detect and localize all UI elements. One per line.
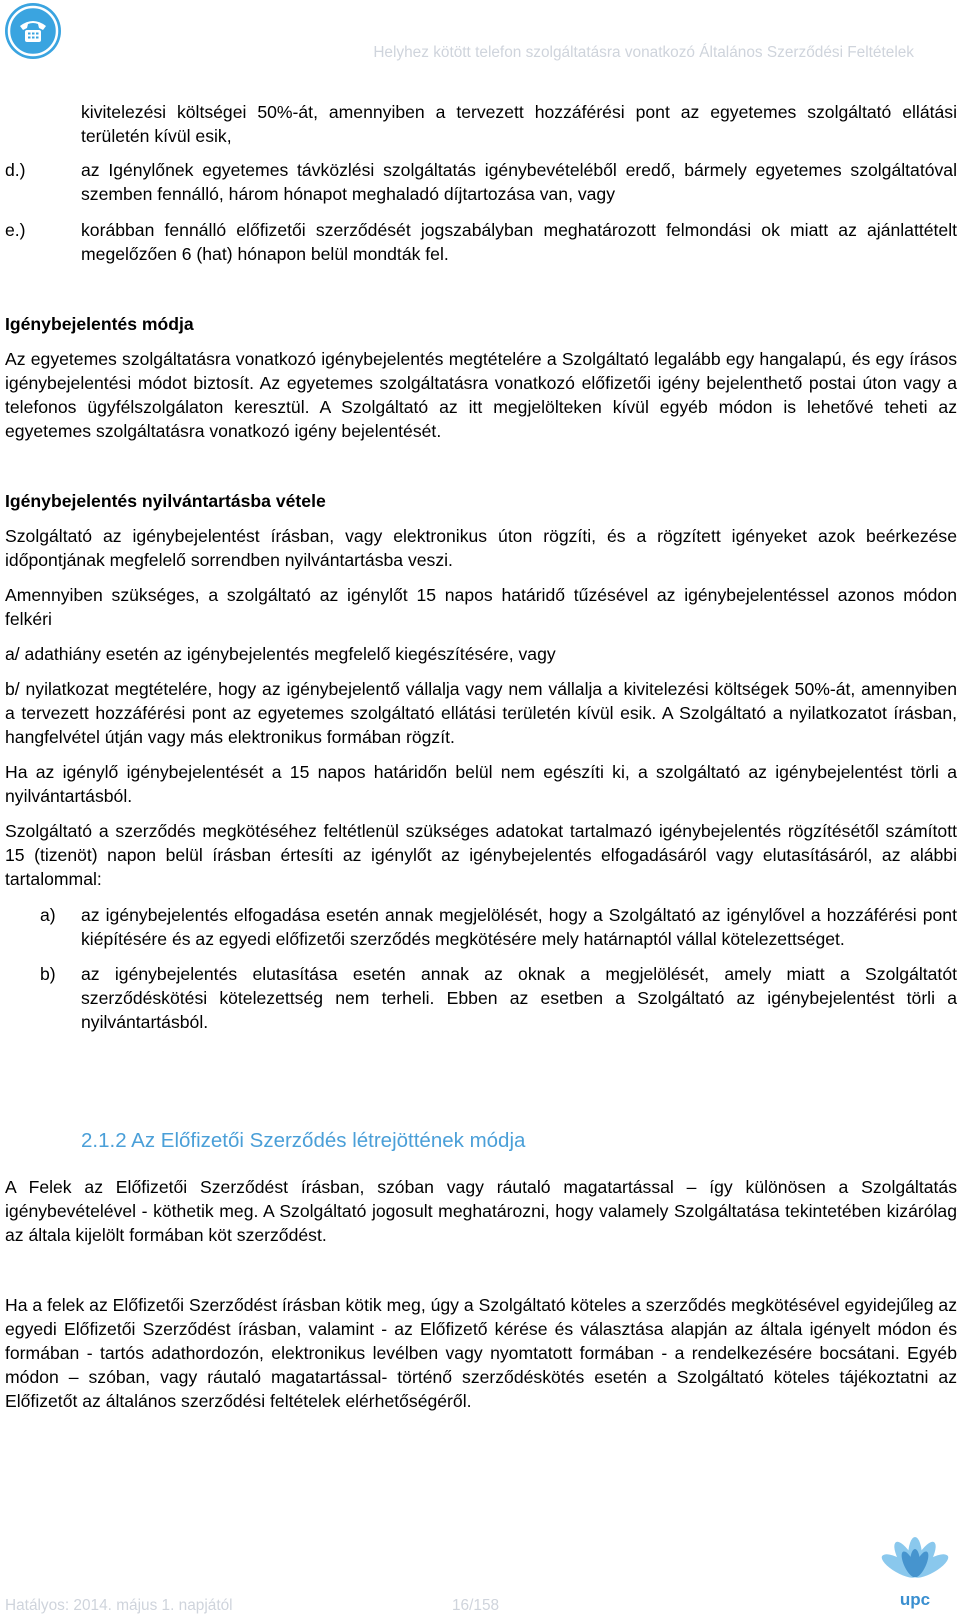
list-item-label: e.) (5, 220, 26, 240)
paragraph: a/ adathiány esetén az igénybejelentés megfelelő kiegészítésére, vagy (5, 644, 556, 664)
list-item (5, 962, 957, 1034)
list-item-label: d.) (5, 160, 26, 180)
list-item (5, 903, 957, 951)
list-item-text: kivitelezési költségei 50%-át, amennyiben a tervezett hozzáférési pont az egyetemes szolgáltató ellátási területén kívül esik, (81, 102, 957, 146)
paragraph: b/ nyilatkozat megtételére, hogy az igénybejelentő vállalja vagy nem vállalja a kivitelezési költségek 50%-át, amennyiben a tervezett hozzáférési pont az egyetemes szolgáltató ellátási területén kívül esik. A Szolgáltató a nyilatkozatot írásban, hangfelvétel útján vagy más elektronikus formában rögzít. (5, 679, 957, 747)
list-item-label: a) (40, 905, 56, 925)
telephone-icon (4, 2, 62, 60)
subsection-heading: 2.1.2 Az Előfizetői Szerződés létrejöttének módja (81, 1129, 526, 1152)
upc-logo-text: upc (899, 1590, 931, 1609)
list-item-text: az Igénylőnek egyetemes távközlési szolgáltatás igénybevételéből eredő, bármely egyetemes szolgáltatóval szemben fennálló, három hónapot meghaladó díjtartozása van, vagy (81, 160, 957, 204)
footer-effective-date: Hatályos: 2014. május 1. napjától (5, 1597, 233, 1614)
upc-logo-icon (880, 1535, 950, 1610)
section-heading: Igénybejelentés módja (5, 314, 194, 334)
paragraph: Ha a felek az Előfizetői Szerződést írásban kötik meg, úgy a Szolgáltató köteles a szerződés megkötésével egyidejűleg az egyedi Előfizetői Szerződést írásban, valamint - az Előfizető kérése és választása alapján az általa igényelt módon és formában - tartós adathordozón, elektronikus levélben vagy nyomtatott formában - a rendelkezésére bocsátani. Egyéb módon – szóban, vagy ráutaló magatartással- történő szerződéskötés esetén a Szolgáltató köteles tájékoztatni az Előfizetőt az általános szerződési feltételek elérhetőségéről. (5, 1295, 957, 1411)
paragraph: A Felek az Előfizetői Szerződést írásban, szóban vagy ráutaló magatartással – így különösen a Szolgáltatás igénybevételével - köthetik meg. A Szolgáltató jogosult meghatározni, hogy valamely Szolgáltatása tekintetében kizárólag az általa kijelölt formában köt szerződést. (5, 1177, 957, 1245)
document-body (5, 100, 957, 1413)
paragraph: Ha az igénylő igénybejelentését a 15 napos határidőn belül nem egészíti ki, a szolgáltató az igénybejelentést törli a nyilvántartásból. (5, 762, 957, 806)
header-title: Helyhez kötött telefon szolgáltatásra vonatkozó Általános Szerződési Feltételek (373, 44, 914, 61)
paragraph: Szolgáltató a szerződés megkötéséhez feltétlenül szükséges adatokat tartalmazó igénybejelentés rögzítésétől számított 15 (tizenöt) napon belül írásban értesíti az igénylőt az igénybejelentés elfogadásáról vagy elutasításáról, az alábbi tartalommal: (5, 821, 957, 889)
list-item-text: korábban fennálló előfizetői szerződését jogszabályban meghatározott felmondási ok miatt az ajánlattételt megelőzően 6 (hat) hónapon belül mondták fel. (81, 220, 957, 264)
page-number: 16/158 (452, 1597, 500, 1614)
list-item-text: az igénybejelentés elfogadása esetén annak megjelölését, hogy a Szolgáltató az igénylővel a hozzáférési pont kiépítésére és az egyedi előfizetői szerződés megkötésére mely határnaptól vállal kötelezettséget. (81, 905, 957, 949)
paragraph: Szolgáltató az igénybejelentést írásban, vagy elektronikus úton rögzíti, és a rögzített igényeket azok beérkezése időpontjának megfelelő sorrendben nyilvántartásba veszi. (5, 526, 957, 570)
list-item (5, 158, 957, 206)
paragraph: Az egyetemes szolgáltatásra vonatkozó igénybejelentés megtételére a Szolgáltató legalább egy hangalapú, és egy írásos igénybejelentési módot biztosít. Az egyetemes szolgáltatásra vonatkozó előfizetői igény bejelenthető postai úton vagy a telefonos ügyfélszolgálaton keresztül. A Szolgáltató az itt megjelölteken kívül egyéb módon is lehetővé teheti az egyetemes szolgáltatásra vonatkozó igény bejelentését. (5, 349, 957, 441)
list-item (5, 218, 957, 266)
paragraph: Amennyiben szükséges, a szolgáltató az igénylőt 15 napos határidő tűzésével az igénybejelentéssel azonos módon felkéri (5, 585, 957, 629)
list-item (5, 100, 957, 148)
list-item-label: b) (40, 964, 56, 984)
section-heading: Igénybejelentés nyilvántartásba vétele (5, 491, 326, 511)
list-item-text: az igénybejelentés elutasítása esetén annak az oknak a megjelölését, amely miatt a Szolgáltatót szerződéskötési kötelezettség nem terheli. Ebben az esetben a Szolgáltató az igénybejelentést törli a nyilvántartásból. (81, 964, 957, 1032)
